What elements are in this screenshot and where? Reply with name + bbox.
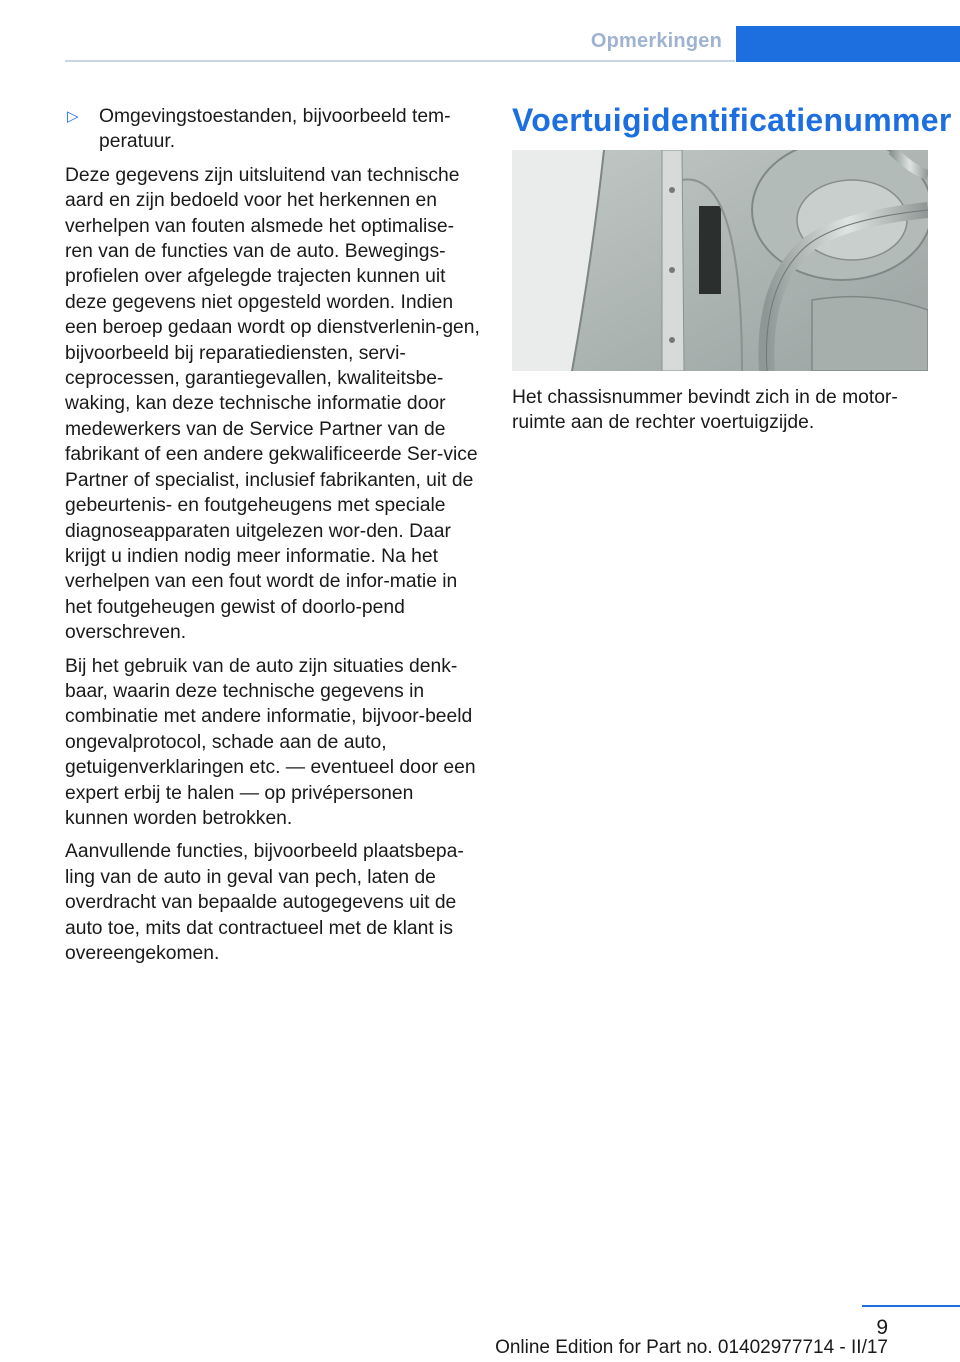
page-number: 9: [876, 1316, 888, 1339]
triangle-bullet-icon: ▷: [67, 108, 79, 125]
right-column: [512, 100, 952, 436]
edition-note: Online Edition for Part no. 01402977714 - II/17: [495, 1337, 888, 1358]
bullet-text: Omgevingstoestanden, bijvoorbeeld tem‐peratuur.: [99, 106, 451, 153]
figure-caption: Het chassisnummer bevindt zich in de motor‐ruimte aan de rechter voertuigzijde.: [512, 387, 898, 434]
engine-bay-illustration-icon: [512, 150, 928, 371]
header-accent-block: [736, 26, 960, 62]
header-rule: [65, 60, 735, 62]
footer-rule: [862, 1305, 960, 1307]
paragraph-situations: Bij het gebruik van de auto zijn situaties denk‐baar, waarin deze technische gegevens in combinatie met andere informatie, bijvoor‐beeld ongevalprotocol, schade aan de auto, getuigenverklaringen etc. — eventueel door een expert erbij te halen — op privépersonen kunnen worden betrokken.: [65, 655, 476, 829]
paragraph-additional-functions: Aanvullende functies, bijvoorbeeld plaatsbepa‐ling van de auto in geval van pech, laten de overdracht van bepaalde autogegevens uit de auto toe, mits dat contractueel met de klant is overeengekomen.: [65, 841, 464, 964]
section-title: Voertuigidentificatienummer: [512, 102, 952, 138]
header-title: Opmerkingen: [590, 30, 722, 52]
left-column: [65, 104, 481, 974]
paragraph-technical-data: Deze gegevens zijn uitsluitend van technische aard en zijn bedoeld voor het herkennen en verhelpen van fouten alsmede het optimalise‐ren van de functies van de auto. Bewegings‐profielen over afgelegde trajecten kunnen uit deze gegevens niet opgesteld worden. Indien een beroep gedaan wordt op dienstverlenin‐gen, bijvoorbeeld bij reparatiediensten, servi‐ceprocessen, garantiegevallen, kwaliteitsbe‐waking, kan deze technische informatie door medewerkers van de Service Partner van de fabrikant of een andere gekwalificeerde Ser‐vice Partner of specialist, inclusief fabrikanten, uit de gebeurtenis- en foutgeheugens met speciale diagnoseapparaten uitgelezen wor‐den. Daar krijgt u indien nodig meer informatie. Na het verhelpen van een fout wordt de infor‐matie in het foutgeheugen gewist of doorlo‐pend overschreven.: [65, 164, 480, 644]
bullet-item: [65, 104, 481, 155]
